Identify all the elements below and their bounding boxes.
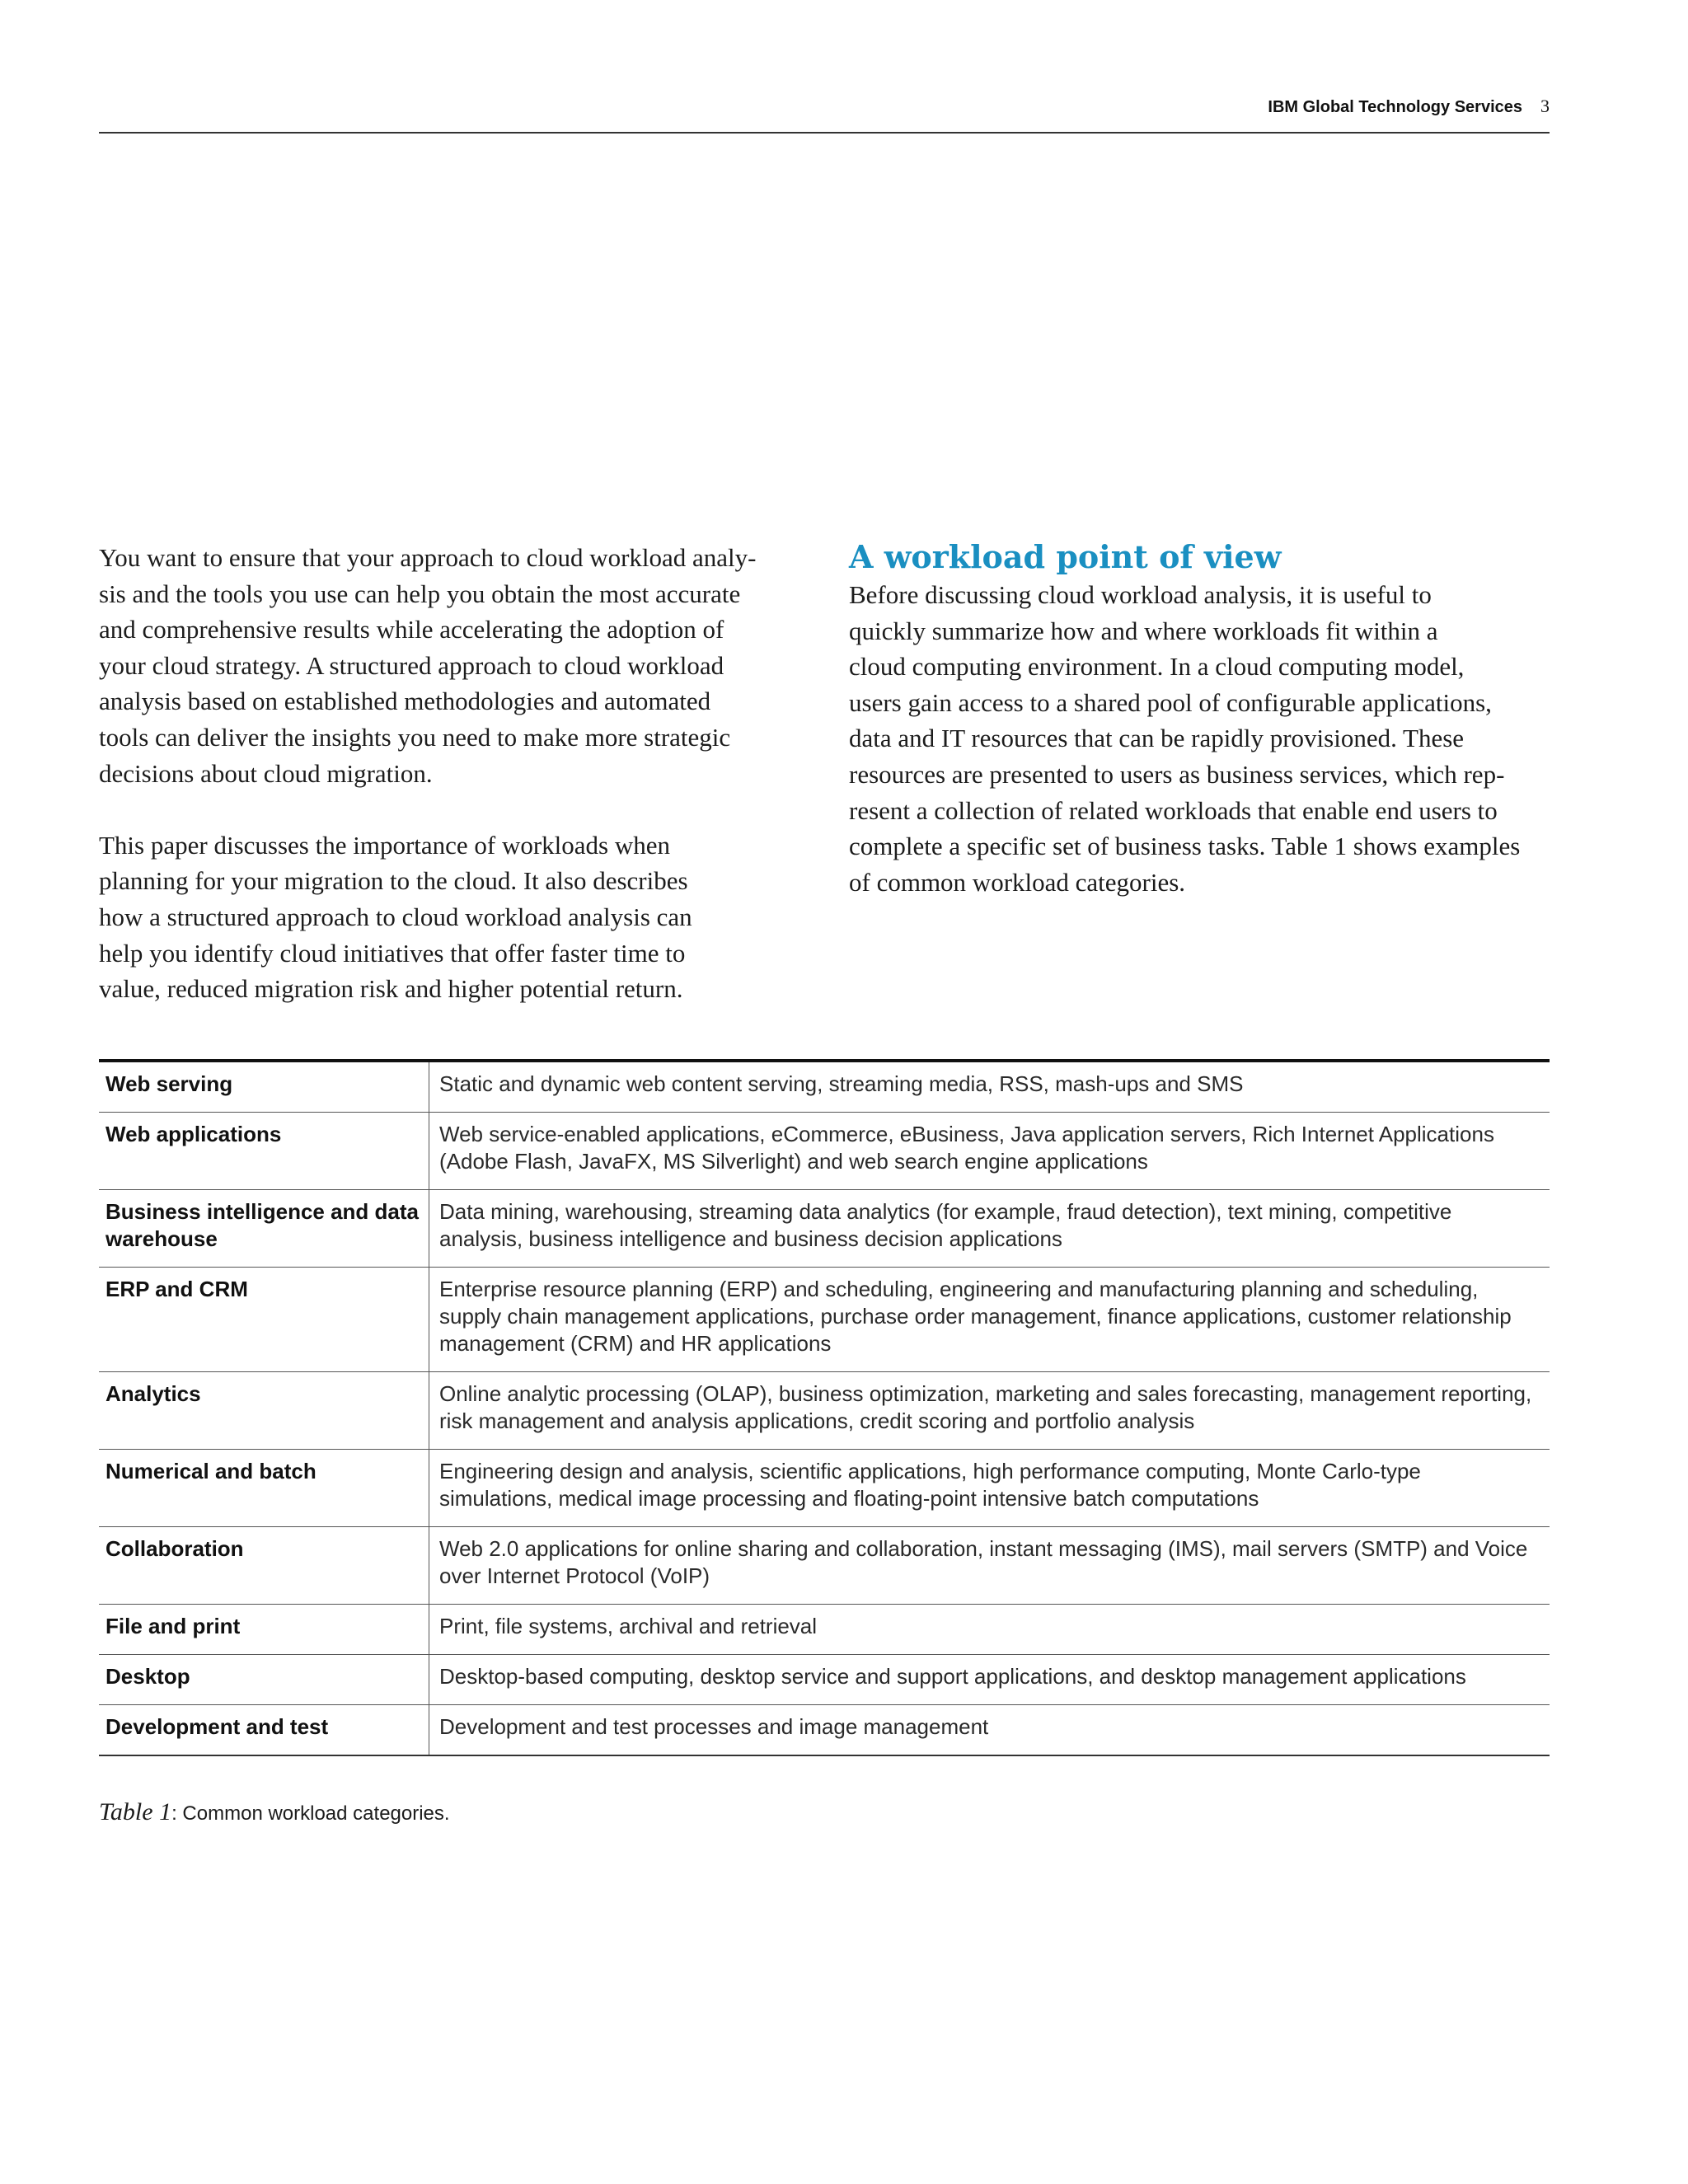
- table-row: [99, 1705, 1550, 1756]
- description-cell: Static and dynamic web content serving, streaming media, RSS, mash-ups and SMS: [439, 1071, 1244, 1096]
- category-cell: ERP and CRM: [99, 1268, 429, 1372]
- header-department: IBM Global Technology Services: [1268, 98, 1522, 116]
- category-cell: Business intelligence and data warehouse: [99, 1190, 429, 1268]
- category-cell: Collaboration: [99, 1527, 429, 1605]
- description-cell: Web service-enabled applications, eCommerce, eBusiness, Java application servers, Rich Internet Applications (Adobe Flash, JavaFX, MS Silverlight) and web search engine applications: [429, 1113, 1550, 1190]
- table-row: [99, 1190, 1550, 1268]
- table-row: [99, 1527, 1550, 1605]
- table-row: [99, 1061, 1550, 1113]
- table-row: [99, 1450, 1550, 1527]
- page-number: 3: [1540, 96, 1550, 116]
- table-row: [99, 1113, 1550, 1190]
- table-caption: [99, 1798, 450, 1826]
- table-row: [99, 1268, 1550, 1372]
- category-cell: Web applications: [99, 1113, 429, 1190]
- table-row: [99, 1372, 1550, 1450]
- page-header: [99, 92, 1550, 134]
- table-row: [99, 1605, 1550, 1655]
- intro-paragraph-2: This paper discusses the importance of workloads when planning for your migration to the cloud. It also describes how a structured approach to cloud workload analysis can help you identify cloud initiatives that offer faster time to value, reduced migration risk and higher potential return.: [99, 830, 692, 1004]
- left-column: [99, 540, 824, 1007]
- header-text: [1268, 96, 1550, 117]
- description-cell: Desktop-based computing, desktop service and support applications, and desktop management applications: [429, 1655, 1550, 1705]
- description-cell: Enterprise resource planning (ERP) and scheduling, engineering and manufacturing planning and scheduling, supply chain management applications, purchase order management, finance applications, customer relationship management (CRM) and HR applications: [429, 1268, 1550, 1372]
- intro-paragraph-1: You want to ensure that your approach to cloud workload analy- sis and the tools you use can help you obtain the most accurate and comprehensive results while accelerating the adoption of your cloud strategy. A structured approach to cloud workload analysis based on established methodologies and automated tools can deliver the insights you need to make more strategic decisions about cloud migration.: [99, 543, 757, 788]
- section-paragraph: Before discussing cloud workload analysis, it is useful to quickly summarize how and where workloads fit within a cloud computing environment. In a cloud computing model, users gain access to a shared pool of configurable applications, data and IT resources that can be rapidly provisioned. These resources are presented to users as business services, which rep- resent a collection of related workloads that enable end users to complete a specific set of business tasks. Table 1 shows examples of common workload categories.: [849, 580, 1521, 897]
- workload-categories-table: [99, 1059, 1550, 1756]
- caption-label: Table 1: [99, 1798, 172, 1825]
- table-row: [99, 1655, 1550, 1705]
- section-heading: A workload point of view: [849, 538, 1282, 575]
- description-cell: Print, file systems, archival and retrieval: [429, 1605, 1550, 1655]
- category-cell: Numerical and batch: [99, 1450, 429, 1527]
- category-cell: Desktop: [99, 1655, 429, 1705]
- category-cell: File and print: [99, 1605, 429, 1655]
- description-cell: Engineering design and analysis, scientific applications, high performance computing, Monte Carlo-type simulations, medical image processing and floating-point intensive batch computations: [429, 1450, 1550, 1527]
- category-cell: Analytics: [99, 1372, 429, 1450]
- description-cell: Online analytic processing (OLAP), business optimization, marketing and sales forecasting, management reporting, risk management and analysis applications, credit scoring and portfolio analysis: [429, 1372, 1550, 1450]
- description-cell: Web 2.0 applications for online sharing and collaboration, instant messaging (IMS), mail servers (SMTP) and Voice over Internet Protocol (VoIP): [429, 1527, 1550, 1605]
- right-column: [849, 537, 1574, 900]
- category-cell: Development and test: [99, 1705, 429, 1756]
- description-cell: Data mining, warehousing, streaming data analytics (for example, fraud detection), text mining, competitive analysis, business intelligence and business decision applications: [429, 1190, 1550, 1268]
- description-cell: Development and test processes and image management: [429, 1705, 1550, 1756]
- category-cell: Web serving: [99, 1061, 429, 1113]
- caption-text: : Common workload categories.: [171, 1802, 450, 1825]
